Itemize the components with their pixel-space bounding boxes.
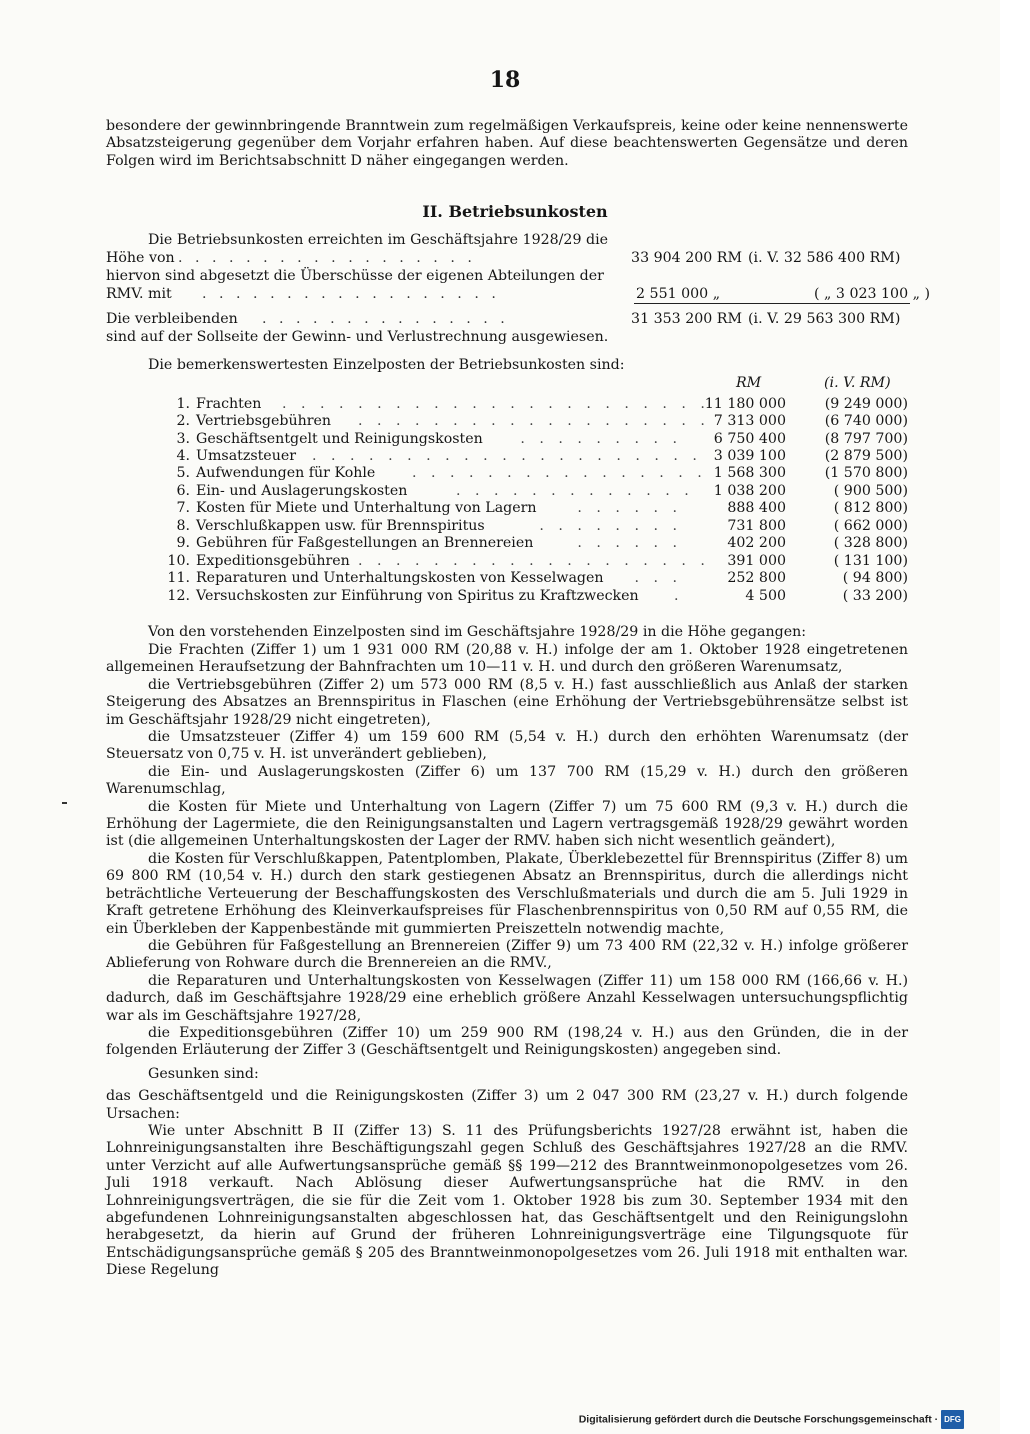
- row-number: 2.: [176, 413, 190, 429]
- row-number: 5.: [176, 465, 190, 481]
- row-value: 4 500: [745, 588, 786, 604]
- summary-amount-remaining: 31 353 200 RM: [631, 311, 742, 327]
- row-label: Verschlußkappen usw. für Brennspiritus: [196, 518, 485, 534]
- row-number: 1.: [176, 396, 190, 412]
- dot-leader: . . . . . . . . .: [520, 431, 682, 447]
- increase-intro: Von den vorstehenden Einzelposten sind im Geschäftsjahre 1928/29 in die Höhe gegangen:: [148, 624, 807, 640]
- summary-prev-total: (i. V. 32 586 400 RM): [748, 250, 901, 266]
- row-prev-value: (6 740 000): [824, 413, 908, 429]
- row-label: Expeditionsgebühren: [196, 553, 350, 569]
- increase-item: die Kosten für Verschlußkappen, Patentplomben, Plakate, Überklebezettel für Brennspiritus (Ziffer 8) um 69 800 RM (10,54 v. H.) durch den stark gestiegenen Absatz an Brennspiritus, durch die allerdings nicht beträchtliche Verteuerung der Beschaffungskosten des Verschlußmaterials und durch die am 5. Juli 1929 in Kraft getretene Erhöhung des Kleinverkaufspreises für Flaschenbrennspiritus von 0,50 RM auf 0,55 RM, die ein Überkleben der Kappenbestände mit gummierten Preiszetteln notwendig machte,: [106, 850, 908, 937]
- row-label: Geschäftsentgelt und Reinigungskosten: [196, 431, 483, 447]
- table-row: [162, 448, 908, 465]
- decrease-paragraph: das Geschäftsentgeld und die Reinigungskosten (Ziffer 3) um 2 047 300 RM (23,27 v. H.) durch folgende Ursachen:: [106, 1088, 908, 1122]
- table-row: [162, 465, 908, 482]
- summary-line-1: Die Betriebsunkosten erreichten im Geschäftsjahre 1928/29 die: [148, 232, 609, 248]
- margin-mark: [62, 802, 67, 804]
- increase-item: die Vertriebsgebühren (Ziffer 2) um 573 000 RM (8,5 v. H.) fast ausschließlich aus Anlaß der starken Steigerung des Absatzes an Brennspiritus in Flaschen (eine Erhöhung der Vertriebsgebührensätze selbst ist im Geschäftsjahr 1928/29 nicht eingetreten),: [106, 676, 908, 728]
- row-number: 8.: [176, 518, 190, 534]
- row-prev-value: ( 900 500): [833, 483, 908, 499]
- row-number: 3.: [176, 431, 190, 447]
- summary-line-6: sind auf der Sollseite der Gewinn- und Verlustrechnung ausgewiesen.: [106, 329, 609, 345]
- row-number: 12.: [167, 588, 190, 604]
- summary-label-deduction: RMV. mit: [106, 286, 172, 302]
- row-prev-value: ( 328 800): [833, 535, 908, 551]
- footer-credit: [579, 1410, 964, 1429]
- increases-list: [106, 642, 908, 1280]
- increase-item: die Expeditionsgebühren (Ziffer 10) um 259 900 RM (198,24 v. H.) aus den Gründen, die in der folgenden Erläuterung der Ziffer 3 (Geschäftsentgelt und Reinigungskosten) angegeben sind.: [106, 1024, 908, 1059]
- row-value: 402 200: [727, 535, 786, 551]
- dot-leader: . . . . . . . . . . . . . . . . . . .: [358, 553, 710, 569]
- row-label: Versuchskosten zur Einführung von Spiritus zu Kraftzwecken: [196, 588, 639, 604]
- summary-label-remaining: Die verbleibenden: [106, 311, 238, 327]
- summary-amount-total: 33 904 200 RM: [631, 250, 742, 266]
- row-prev-value: (2 879 500): [824, 448, 908, 464]
- increase-item: die Kosten für Miete und Unterhaltung von Lagern (Ziffer 7) um 75 600 RM (9,3 v. H.) durch die Erhöhung der Lagermiete, die den Reinigungsanstalten und Lagern vertragsgemäß 1928/29 gewährt worden ist (die allgemeinen Unterhaltungskosten der Lager der RMV. haben sich nicht wesentlich geändert),: [106, 798, 908, 850]
- dot-leader: . . . . . . . . . . . . . . . . . .: [202, 286, 500, 302]
- row-label: Reparaturen und Unterhaltungskosten von Kesselwagen: [196, 570, 604, 586]
- row-number: 10.: [167, 553, 190, 569]
- page-number: 18: [489, 67, 521, 93]
- dot-leader: . . . . . . . . . . . . . . .: [262, 311, 509, 327]
- row-number: 4.: [176, 448, 190, 464]
- summary-amount-deduction: 2 551 000 „: [634, 286, 910, 304]
- summary-line-3: hiervon sind abgesetzt die Überschüsse der eigenen Abteilungen der: [106, 268, 604, 284]
- dot-leader: . . .: [634, 570, 682, 586]
- table-header-prev: (i. V. RM): [824, 375, 891, 391]
- dot-leader: . . . . . .: [577, 500, 682, 516]
- row-prev-value: ( 812 800): [833, 500, 908, 516]
- row-value: 11 180 000: [704, 396, 786, 412]
- row-number: 7.: [176, 500, 190, 516]
- row-number: 6.: [176, 483, 190, 499]
- row-value: 252 800: [727, 570, 786, 586]
- dot-leader: . . . . . . . . . . . . . . . . . .: [178, 250, 476, 266]
- dot-leader: . . . . . . . .: [539, 518, 682, 534]
- row-label: Aufwendungen für Kohle: [196, 465, 376, 481]
- section-heading: II. Betriebsunkosten: [422, 202, 608, 221]
- final-paragraph: Wie unter Abschnitt B II (Ziffer 13) S. 11 des Prüfungsberichts 1927/28 erwähnt ist, haben die Lohnreinigungsanstalten ihre Beschäftigungszahl gegen Schluß des Geschäftsjahres 1927/28 an die RMV. unter Verzicht auf alle Aufwertungsansprüche gemäß §§ 199—212 des Branntweinmonopolgesetzes vom 26. Juli 1918 verkauft. Nach Ablösung dieser Aufwertungsansprüche hat die RMV. in den Lohnreinigungsverträgen, die sie für die Zeit vom 1. Oktober 1928 bis zum 30. September 1934 mit den abgefundenen Lohnreinigungsanstalten abgeschlossen hat, das Geschäftsentgelt und den Reinigungslohn herabgesetzt, da hierin auf Grund der früheren Lohnreinigungsverträge eine Tilgungsquote für Entschädigungsansprüche gemäß § 205 des Branntweinmonopolgesetzes vom 26. Juli 1918 mit enthalten war. Diese Regelung: [106, 1122, 908, 1279]
- table-header-rm: RM: [736, 375, 762, 391]
- row-number: 9.: [176, 535, 190, 551]
- row-prev-value: ( 33 200): [842, 588, 908, 604]
- table-intro: Die bemerkenswertesten Einzelposten der Betriebsunkosten sind:: [148, 357, 625, 373]
- summary-prev-remaining: (i. V. 29 563 300 RM): [748, 311, 901, 327]
- increase-item: die Reparaturen und Unterhaltungskosten von Kesselwagen (Ziffer 11) um 158 000 RM (166,66 v. H.) dadurch, daß im Geschäftsjahre 1928/29 eine erheblich größere Anzahl Kesselwagen untersuchungspflichtig war als im Geschäftsjahre 1927/28,: [106, 972, 908, 1024]
- row-value: 731 800: [727, 518, 786, 534]
- row-prev-value: (9 249 000): [824, 396, 908, 412]
- dot-leader: . . . . . . . . . . . . . . . . . . . . .: [312, 448, 702, 464]
- table-row: [162, 588, 908, 605]
- row-prev-value: ( 131 100): [833, 553, 908, 569]
- table-row: [162, 535, 908, 552]
- row-prev-value: ( 662 000): [833, 518, 908, 534]
- row-label: Kosten für Miete und Unterhaltung von Lagern: [196, 500, 537, 516]
- table-row: [162, 570, 908, 587]
- summary-row-remaining: [106, 311, 908, 329]
- dot-leader: . . . . . .: [577, 535, 682, 551]
- dot-leader: . . . . . . . . . . . . . . . . . . .: [358, 413, 710, 429]
- table-row: [162, 553, 908, 570]
- table-row: [162, 483, 908, 500]
- row-value: 391 000: [727, 553, 786, 569]
- increase-item: die Umsatzsteuer (Ziffer 4) um 159 600 RM (5,54 v. H.) durch den erhöhten Warenumsatz (der Steuersatz von 0,75 v. H. ist unverändert geblieben),: [106, 729, 908, 763]
- row-prev-value: (8 797 700): [824, 431, 908, 447]
- row-label: Gebühren für Faßgestellungen an Brennereien: [196, 535, 534, 551]
- table-row: [162, 413, 908, 430]
- dot-leader: . . . . . . . . . . . . .: [456, 483, 694, 499]
- summary-label-total: Höhe von: [106, 250, 175, 266]
- increase-item: die Gebühren für Faßgestellung an Brennereien (Ziffer 9) um 73 400 RM (22,32 v. H.) infolge größerer Ablieferung von Rohware durch die Brennereien an die RMV.,: [106, 937, 908, 972]
- row-value: 3 039 100: [713, 448, 786, 464]
- row-value: 1 568 300: [713, 465, 786, 481]
- table-row: [162, 518, 908, 535]
- row-value: 888 400: [727, 500, 786, 516]
- summary-row-total: [106, 250, 908, 268]
- dfg-logo: DFG: [941, 1410, 964, 1429]
- table-row: [162, 431, 908, 448]
- footer-text: Digitalisierung gefördert durch die Deutsche Forschungsgemeinschaft ·: [578, 1413, 939, 1426]
- row-value: 1 038 200: [713, 483, 786, 499]
- dot-leader: . . . . . . . . . . . . . . . .: [412, 465, 707, 481]
- row-label: Frachten: [196, 396, 262, 412]
- dot-leader: .: [674, 588, 684, 604]
- table-row: [162, 396, 908, 413]
- row-number: 11.: [167, 570, 190, 586]
- summary-row-deduction: [106, 286, 931, 304]
- dot-leader: . . . . . . . . . . . . . . . . . . . . . . .: [282, 396, 710, 412]
- row-value: 7 313 000: [713, 413, 786, 429]
- table-row: [162, 500, 908, 517]
- row-label: Ein- und Auslagerungskosten: [196, 483, 408, 499]
- increase-item: die Ein- und Auslagerungskosten (Ziffer 6) um 137 700 RM (15,29 v. H.) durch den größeren Warenumschlag,: [106, 763, 908, 798]
- row-value: 6 750 400: [713, 431, 786, 447]
- row-prev-value: ( 94 800): [842, 570, 908, 586]
- row-prev-value: (1 570 800): [824, 465, 908, 481]
- increase-item: Die Frachten (Ziffer 1) um 1 931 000 RM (20,88 v. H.) infolge der am 1. Oktober 1928 eingetretenen allgemeinen Heraufsetzung der Bahnfrachten um 10—11 v. H. und durch den größeren Warenumsatz,: [106, 642, 908, 676]
- row-label: Umsatzsteuer: [196, 448, 297, 464]
- decrease-intro: Gesunken sind:: [148, 1065, 259, 1082]
- row-label: Vertriebsgebühren: [196, 413, 332, 429]
- summary-prev-deduction: ( „ 3 023 100 „ ): [814, 286, 931, 302]
- intro-paragraph: [106, 118, 908, 170]
- intro-text: besondere der gewinnbringende Branntwein zum regelmäßigen Verkaufspreis, keine oder keine nennenswerte Absatzsteigerung gegenüber dem Vorjahr erfahren haben. Auf diese beachtenswerten Gegensätze und deren Folgen wird im Berichtsabschnitt D näher eingegangen werden.: [106, 118, 908, 169]
